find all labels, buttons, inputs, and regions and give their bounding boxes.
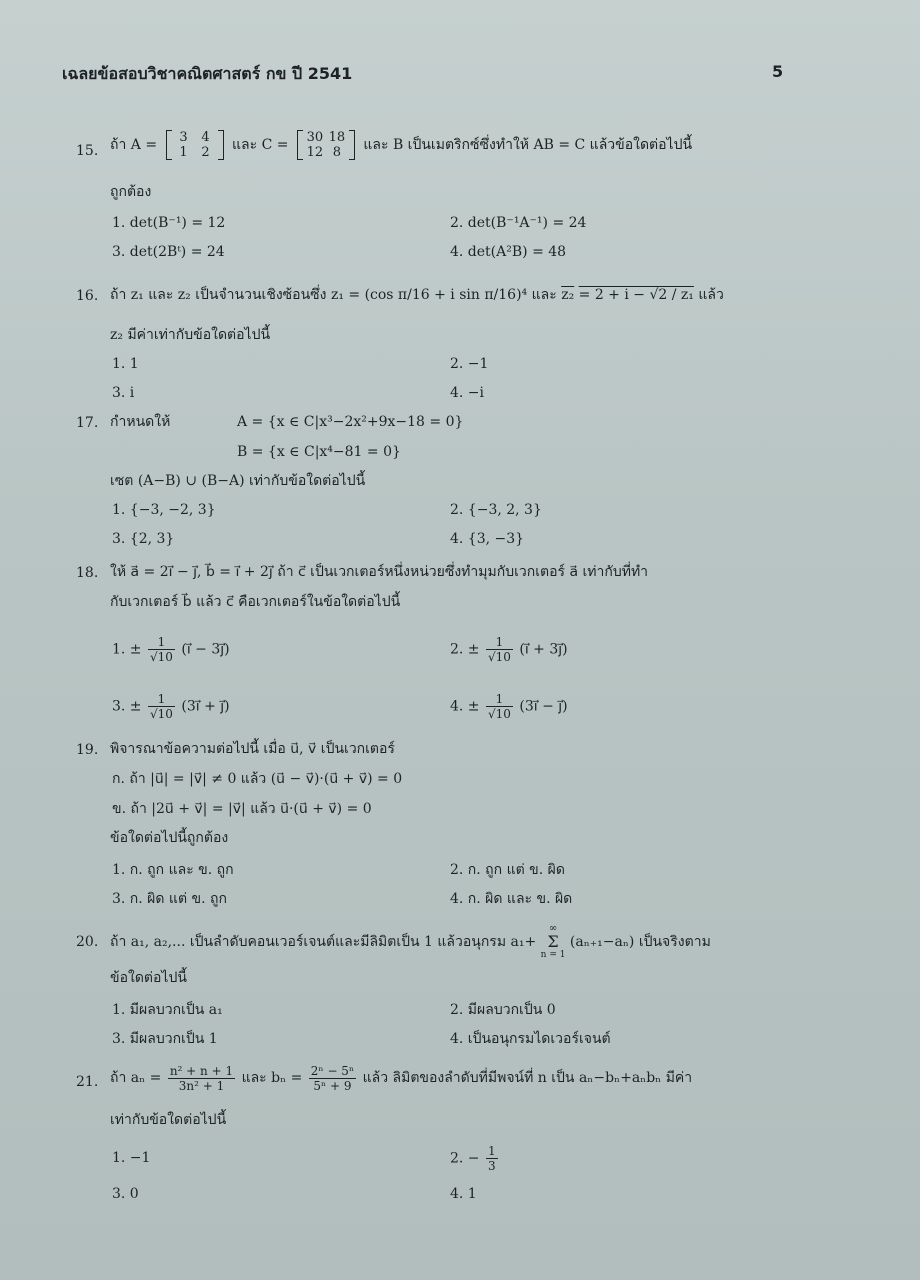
option-2: 2. det(B⁻¹A⁻¹) = 24 [450, 215, 587, 231]
question-21-stem-line2: เท่ากับข้อใดต่อไปนี้ [110, 1112, 227, 1128]
option-2: 2. {−3, 2, 3} [450, 502, 542, 518]
option-3: 3. ก. ผิด แต่ ข. ถูก [112, 891, 227, 907]
question-15-stem-line2: ถูกต้อง [110, 184, 152, 200]
question-19-stem: พิจารณาข้อความต่อไปนี้ เมื่อ u⃗, v⃗ เป็นเวกเตอร์ [110, 741, 395, 757]
question-16-stem: ถ้า z₁ และ z₂ เป็นจำนวนเชิงซ้อนซึ่ง z₁ = (cos π/16 + i sin π/16)⁴ และ z₂ = 2 + i − √2 / z₁ แล้ว [110, 287, 724, 303]
question-number: 17. [76, 415, 99, 431]
option-1: 1. −1 [112, 1150, 151, 1166]
option-2: 2. มีผลบวกเป็น 0 [450, 1002, 556, 1018]
option-3: 3. det(2Bᵗ) = 24 [112, 244, 225, 260]
option-3: 3. มีผลบวกเป็น 1 [112, 1031, 218, 1047]
question-20-stem: ถ้า a₁, a₂,... เป็นลำดับคอนเวอร์เจนต์และมีลิมิตเป็น 1 แล้วอนุกรม a₁+ ∞ Σ n = 1 (aₙ₊₁−aₙ) เป็นจริงตาม [110, 923, 711, 960]
option-3: 3. {2, 3} [112, 531, 175, 547]
question-19-stem-line2: ข้อใดต่อไปนี้ถูกต้อง [110, 830, 229, 846]
option-1: 1. ± $\frac{1}{√10}$ (i⃗ − 3j⃗) [112, 635, 230, 664]
question-18-stem-line2: กับเวกเตอร์ b⃗ แล้ว c⃗ คือเวกเตอร์ในข้อใดต่อไปนี้ [110, 594, 401, 610]
question-number: 15. [76, 143, 99, 159]
question-18-stem: ให้ a⃗ = 2i⃗ − j⃗, b⃗ = i⃗ + 2j⃗ ถ้า c⃗ เป็นเวกเตอร์หนึ่งหน่วยซึ่งทำมุมกับเวกเตอร์ a⃗ เท่ากับที่ทำ [110, 564, 649, 580]
statement-b: ข. ถ้า |2u⃗ + v⃗| = |v⃗| แล้ว u⃗·(u⃗ + v⃗) = 0 [112, 801, 372, 817]
statement-a: ก. ถ้า |u⃗| = |v⃗| ≠ 0 แล้ว (u⃗ − v⃗)·(u⃗ + v⃗) = 0 [112, 771, 403, 787]
option-4: 4. 1 [450, 1186, 477, 1202]
question-16-stem-line2: z₂ มีค่าเท่ากับข้อใดต่อไปนี้ [110, 327, 271, 343]
option-4: 4. {3, −3} [450, 531, 525, 547]
option-1: 1. det(B⁻¹) = 12 [112, 215, 226, 231]
option-1: 1. ก. ถูก และ ข. ถูก [112, 862, 234, 878]
option-1: 1. 1 [112, 356, 139, 372]
question-17-given: กำหนดให้ [110, 414, 171, 430]
option-2: 2. ก. ถูก แต่ ข. ผิด [450, 862, 565, 878]
question-15-stem: ถ้า A = 3 4 1 2 และ C = 30 18 12 8 และ B เป็นเมตริกซ์ซึ่งทำให้ AB = C แล้วข้อใดต่อไปนี้ [110, 130, 693, 160]
option-3: 3. 0 [112, 1186, 139, 1202]
option-2: 2. − $\frac{1}{3}$ [450, 1144, 496, 1173]
set-a: A = {x ∈ C|x³−2x²+9x−18 = 0} [237, 414, 464, 430]
option-4: 4. เป็นอนุกรมไดเวอร์เจนต์ [450, 1031, 611, 1047]
option-2: 2. ± $\frac{1}{√10}$ (i⃗ + 3j⃗) [450, 635, 568, 664]
question-20-stem-line2: ข้อใดต่อไปนี้ [110, 970, 187, 986]
option-3: 3. ± $\frac{1}{√10}$ (3i⃗ + j⃗) [112, 692, 230, 721]
question-17-stem: เซต (A−B) ∪ (B−A) เท่ากับข้อใดต่อไปนี้ [110, 473, 366, 489]
sum-symbol: ∞ Σ n = 1 [540, 923, 566, 960]
page-header: เฉลยข้อสอบวิชาคณิตศาสตร์ กข ปี 2541 [62, 64, 353, 83]
option-4: 4. ± $\frac{1}{√10}$ (3i⃗ − j⃗) [450, 692, 568, 721]
option-4: 4. ก. ผิด และ ข. ผิด [450, 891, 573, 907]
question-number: 18. [76, 565, 99, 581]
option-4: 4. det(A²B) = 48 [450, 244, 567, 260]
matrix-c: 30 18 12 8 [297, 130, 355, 160]
question-number: 21. [76, 1074, 99, 1090]
option-4: 4. −i [450, 385, 485, 401]
option-2: 2. −1 [450, 356, 489, 372]
matrix-a: 3 4 1 2 [166, 130, 224, 160]
option-3: 3. i [112, 385, 135, 401]
option-1: 1. มีผลบวกเป็น a₁ [112, 1002, 223, 1018]
option-1: 1. {−3, −2, 3} [112, 502, 216, 518]
question-21-stem: ถ้า aₙ = $\frac{\text{n² + n + 1}}{\text{3n² + 1}}$ และ bₙ = $\frac{\text{2ⁿ − 5ⁿ}}{\text{5ⁿ + 9}}$ แล้ว ลิมิตของลำดับที่มีพจน์ที่ n เป็น aₙ−bₙ+aₙbₙ มีค่า [110, 1063, 693, 1093]
question-number: 19. [76, 742, 99, 758]
question-number: 20. [76, 934, 99, 950]
question-number: 16. [76, 288, 99, 304]
set-b: B = {x ∈ C|x⁴−81 = 0} [237, 444, 401, 460]
page-number: 5 [772, 62, 784, 81]
